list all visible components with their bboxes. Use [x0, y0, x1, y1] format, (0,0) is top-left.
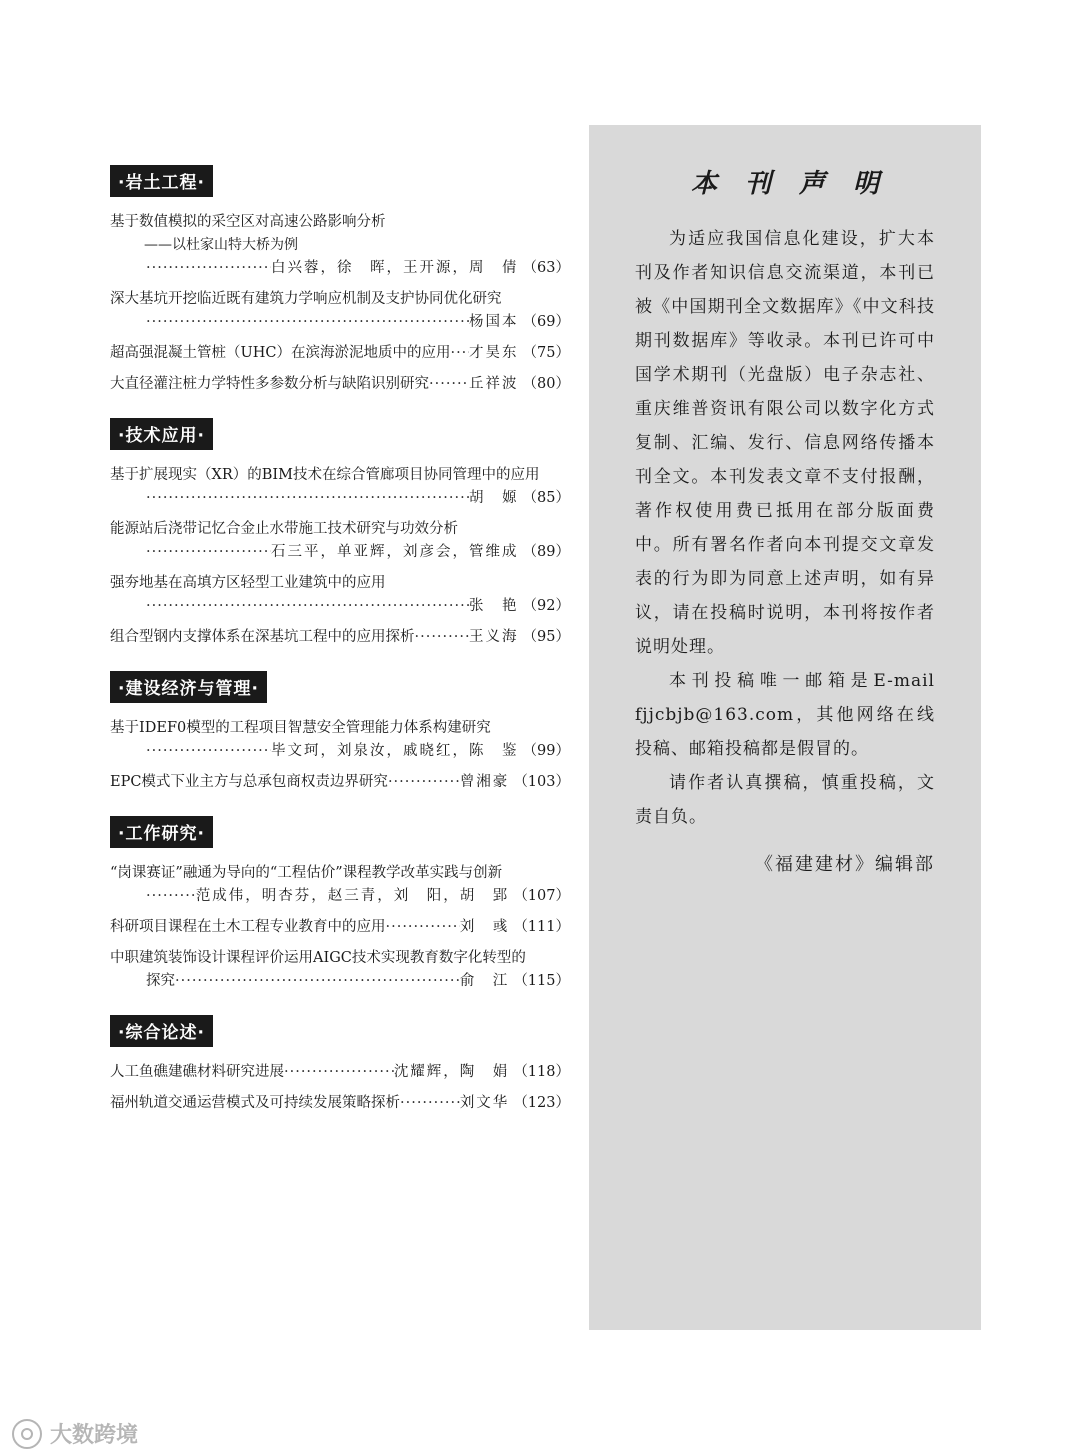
entry-authors: 沈耀辉，陶 娟	[393, 1064, 510, 1080]
toc-section	[110, 1015, 570, 1115]
toc-entry[interactable]	[110, 1092, 570, 1115]
leader-dots	[388, 771, 460, 794]
entry-page: （92）	[522, 598, 570, 614]
leader-dots	[146, 257, 271, 280]
entry-title: 基于扩展现实（XR）的BIM技术在综合管廊项目协同管理中的应用	[110, 467, 540, 483]
toc-entry[interactable]	[110, 373, 570, 396]
entry-page: （103）	[513, 774, 570, 790]
section-heading: ·综合论述·	[110, 1015, 213, 1047]
brand-logo-icon	[12, 1419, 42, 1449]
section-heading: ·岩土工程·	[110, 165, 213, 197]
entry-page: （111）	[513, 919, 570, 935]
leader-dots	[450, 342, 469, 365]
entry-authors: 范成伟，明杏芬，赵三青，刘 阳，胡 郢	[195, 888, 510, 904]
entry-page: （69）	[522, 314, 570, 330]
entry-page: （115）	[513, 973, 570, 989]
entry-authors: 张 艳	[469, 598, 519, 614]
entry-authors: 白兴蓉，徐 晖，王开源，周 倩	[271, 260, 519, 276]
leader-dots	[284, 1061, 394, 1084]
entry-authors: 刘文华	[459, 1095, 510, 1111]
journal-notice-panel	[589, 125, 981, 1330]
entry-authors: 丘祥波	[469, 376, 519, 392]
section-heading: ·工作研究·	[110, 816, 213, 848]
entry-title: “岗课赛证”融通为导向的“工程估价”课程教学改革实践与创新	[110, 865, 503, 881]
entry-title: 超高强混凝土管桩（UHC）在滨海淤泥地质中的应用	[110, 345, 451, 361]
toc-entry[interactable]	[110, 518, 570, 564]
entry-title: 基于数值模拟的采空区对高速公路影响分析	[110, 214, 386, 230]
watermark-text: 大数跨境	[50, 1423, 139, 1448]
toc-entry[interactable]	[110, 211, 570, 280]
leader-dots	[146, 595, 469, 618]
entry-title-continued: 探究	[146, 973, 175, 989]
entry-title: 科研项目课程在土木工程专业教育中的应用	[110, 919, 386, 935]
leader-dots	[146, 541, 271, 564]
entry-authors: 杨国本	[469, 314, 519, 330]
section-heading: ·技术应用·	[110, 418, 213, 450]
toc-entry[interactable]	[110, 572, 570, 618]
toc-entry[interactable]	[110, 1061, 570, 1084]
toc-entry[interactable]	[110, 464, 570, 510]
entry-title: EPC模式下业主方与总承包商权责边界研究	[110, 774, 388, 790]
entry-page: （75）	[522, 345, 570, 361]
entry-page: （99）	[522, 743, 570, 759]
watermark	[12, 1418, 138, 1449]
toc-entry[interactable]	[110, 947, 570, 993]
editorial-signature: 《福建建材》编辑部	[755, 854, 935, 875]
toc-entry[interactable]	[110, 342, 570, 365]
entry-subtitle: ——以杜家山特大桥为例	[144, 237, 298, 253]
leader-dots	[429, 373, 469, 396]
entry-authors: 胡 嫄	[469, 490, 519, 506]
entry-title: 深大基坑开挖临近既有建筑力学响应机制及支护协同优化研究	[110, 291, 502, 307]
leader-dots	[386, 916, 460, 939]
entry-title: 大直径灌注桩力学特性多参数分析与缺陷识别研究	[110, 376, 429, 392]
entry-title: 人工鱼礁建礁材料研究进展	[110, 1064, 284, 1080]
notice-body	[589, 200, 981, 876]
toc-section	[110, 671, 570, 794]
toc-entry[interactable]	[110, 288, 570, 334]
entry-page: （85）	[522, 490, 570, 506]
toc-entry[interactable]	[110, 916, 570, 939]
leader-dots	[146, 885, 196, 908]
entry-page: （95）	[522, 629, 570, 645]
notice-paragraph: 请作者认真撰稿，慎重投稿，文责自负。	[635, 773, 935, 827]
leader-dots	[415, 626, 470, 649]
entry-title: 强夯地基在高填方区轻型工业建筑中的应用	[110, 575, 386, 591]
entry-title: 组合型钢内支撑体系在深基坑工程中的应用探析	[110, 629, 415, 645]
entry-page: （63）	[522, 260, 570, 276]
toc-section	[110, 165, 570, 396]
leader-dots	[146, 311, 469, 334]
toc-entry[interactable]	[110, 771, 570, 794]
entry-title: 基于IDEF0模型的工程项目智慧安全管理能力体系构建研究	[110, 720, 491, 736]
toc-section	[110, 418, 570, 649]
leader-dots	[175, 970, 460, 993]
toc-section	[110, 816, 570, 993]
section-heading: ·建设经济与管理·	[110, 671, 267, 703]
entry-title: 中职建筑装饰设计课程评价运用AIGC技术实现教育数字化转型的	[110, 950, 526, 966]
table-of-contents	[110, 165, 570, 1137]
toc-entry[interactable]	[110, 717, 570, 763]
entry-authors: 石三平，单亚辉，刘彦会，管维成	[271, 544, 519, 560]
notice-paragraph: 为适应我国信息化建设，扩大本刊及作者知识信息交流渠道，本刊已被《中国期刊全文数据库》《中文科技期刊数据库》等收录。本刊已许可中国学术期刊（光盘版）电子杂志社、重庆维普资讯有限公司以数字化方式复制、汇编、发行、信息网络传播本刊全文。本刊发表文章不支付报酬，著作权使用费已抵用在部分版面费中。所有署名作者向本刊提交文章发表的行为即为同意上述声明，如有异议，请在投稿时说明，本刊将按作者说明处理。	[635, 229, 935, 657]
leader-dots	[146, 740, 271, 763]
entry-page: （80）	[522, 376, 570, 392]
leader-dots	[146, 487, 469, 510]
entry-title: 能源站后浇带记忆合金止水带施工技术研究与功效分析	[110, 521, 458, 537]
entry-authors: 刘 彧	[459, 919, 510, 935]
toc-entry[interactable]	[110, 626, 570, 649]
entry-authors: 王义海	[469, 629, 519, 645]
entry-authors: 俞 江	[459, 973, 510, 989]
entry-page: （107）	[513, 888, 570, 904]
entry-title: 福州轨道交通运营模式及可持续发展策略探析	[110, 1095, 400, 1111]
leader-dots	[400, 1092, 460, 1115]
notice-title: 本刊声明	[690, 169, 907, 199]
entry-authors: 才昊东	[469, 345, 519, 361]
entry-page: （123）	[513, 1095, 570, 1111]
entry-authors: 曾湘豪	[459, 774, 510, 790]
entry-page: （118）	[513, 1064, 570, 1080]
entry-authors: 毕文珂，刘泉汝，戚晓红，陈 鉴	[271, 743, 519, 759]
toc-entry[interactable]	[110, 862, 570, 908]
entry-page: （89）	[522, 544, 570, 560]
notice-paragraph: 本刊投稿唯一邮箱是E-mail fjjcbjb@163.com，其他网络在线投稿、邮箱投稿都是假冒的。	[635, 671, 935, 759]
